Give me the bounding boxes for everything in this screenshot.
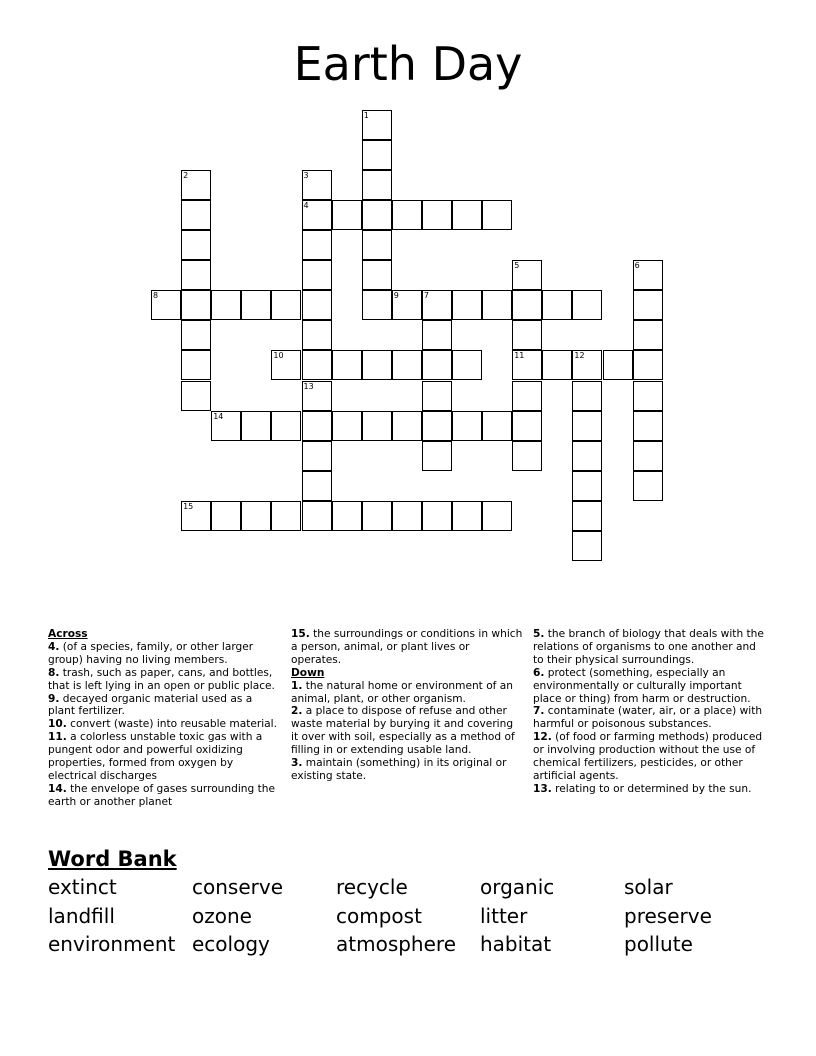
cell-number: 14 — [213, 411, 224, 421]
grid-cell — [302, 471, 332, 501]
grid-cell — [211, 411, 241, 441]
grid-cell — [482, 411, 512, 441]
grid-cell — [572, 441, 602, 471]
grid-cell — [271, 290, 301, 320]
grid-cell — [572, 471, 602, 501]
grid-cell — [181, 290, 211, 320]
grid-cell — [332, 411, 362, 441]
grid-cell — [572, 381, 602, 411]
grid-cell — [362, 411, 392, 441]
grid-cell — [181, 350, 211, 380]
grid-cell — [512, 350, 542, 380]
cell-number: 6 — [634, 261, 640, 271]
grid-cell — [572, 501, 602, 531]
word-bank-item: environment — [48, 932, 176, 956]
grid-cell — [241, 501, 271, 531]
cell-number: 7 — [423, 291, 429, 301]
grid-cell — [452, 290, 482, 320]
grid-cell — [302, 381, 332, 411]
clue-across-11: 11. a colorless unstable toxic gas with a pungent odor and powerful oxidizing properties, formed from oxygen by electrical discharges — [48, 731, 263, 782]
grid-cell — [302, 350, 332, 380]
grid-cell — [181, 170, 211, 200]
across-header: Across — [48, 628, 88, 640]
grid-cell — [422, 200, 452, 230]
grid-cell — [452, 200, 482, 230]
grid-cell — [542, 350, 572, 380]
word-bank-item: habitat — [480, 932, 552, 956]
word-bank-item: solar — [624, 875, 673, 899]
clue-down-3: 3. maintain (something) in its original or existing state. — [291, 757, 507, 782]
clue-column-2 — [291, 628, 523, 783]
grid-cell — [151, 290, 181, 320]
cell-number: 9 — [393, 291, 399, 301]
grid-cell — [271, 350, 301, 380]
grid-cell — [512, 260, 542, 290]
page-title: Earth Day — [293, 37, 523, 91]
cell-number: 12 — [574, 351, 585, 361]
grid-cell — [181, 260, 211, 290]
grid-cell — [512, 320, 542, 350]
grid-cell — [482, 200, 512, 230]
grid-cell — [572, 531, 602, 561]
grid-cell — [572, 411, 602, 441]
grid-cell — [302, 200, 332, 230]
grid-cell — [422, 411, 452, 441]
grid-cell — [572, 290, 602, 320]
cell-number: 3 — [303, 170, 309, 180]
grid-cell — [211, 290, 241, 320]
grid-cell — [422, 501, 452, 531]
clue-down-6: 6. protect (something, especially an environmentally or culturally important place or thing) from harm or destruction. — [533, 666, 751, 705]
grid-cell — [181, 200, 211, 230]
grid-cell — [302, 260, 332, 290]
grid-cell — [633, 381, 663, 411]
grid-cell — [241, 290, 271, 320]
grid-cell — [362, 170, 392, 200]
grid-cell — [332, 350, 362, 380]
clue-down-13: 13. relating to or determined by the sun. — [533, 782, 752, 795]
grid-cell — [181, 320, 211, 350]
grid-cell — [482, 290, 512, 320]
grid-cell — [603, 350, 633, 380]
clue-across-14: 14. the envelope of gases surrounding the earth or another planet — [48, 782, 275, 808]
cell-number: 1 — [363, 110, 369, 120]
grid-cell — [482, 501, 512, 531]
grid-cell — [302, 501, 332, 531]
word-bank-item: recycle — [336, 875, 408, 899]
cell-number: 13 — [303, 381, 314, 391]
cell-number: 10 — [273, 351, 284, 361]
word-bank-item: extinct — [48, 875, 117, 899]
grid-cell — [392, 350, 422, 380]
grid-cell — [633, 320, 663, 350]
grid-cell — [362, 260, 392, 290]
grid-cell — [362, 290, 392, 320]
grid-cell — [181, 230, 211, 260]
cell-number: 8 — [153, 291, 159, 301]
clue-across-8: 8. trash, such as paper, cans, and bottles, that is left lying in an open or public place. — [48, 666, 275, 692]
grid-cell — [572, 350, 602, 380]
grid-cell — [633, 471, 663, 501]
grid-cell — [512, 381, 542, 411]
grid-cell — [512, 290, 542, 320]
grid-cell — [633, 290, 663, 320]
grid-cell — [302, 290, 332, 320]
word-bank-item: compost — [336, 904, 422, 928]
grid-cell — [392, 501, 422, 531]
grid-cell — [633, 411, 663, 441]
word-bank-item: litter — [480, 904, 528, 928]
clue-down-2: 2. a place to dispose of refuse and other waste material by burying it and covering it over with soil, especially as a method of filling in or extending usable land. — [291, 705, 515, 757]
cell-number: 11 — [514, 351, 525, 361]
cell-number: 4 — [303, 200, 309, 210]
clue-across-10: 10. convert (waste) into reusable material. — [48, 718, 277, 731]
clue-down-12: 12. (of food or farming methods) produced or involving production without the use of chemical fertilizers, pesticides, or other artificial agents. — [533, 731, 763, 782]
grid-cell — [241, 411, 271, 441]
clue-across-15: 15. the surroundings or conditions in which a person, animal, or plant lives or operates. — [291, 628, 523, 666]
grid-cell — [211, 501, 241, 531]
cell-number: 5 — [514, 261, 520, 271]
word-bank-item: atmosphere — [336, 932, 456, 956]
grid-cell — [302, 320, 332, 350]
word-bank-item: pollute — [624, 932, 693, 956]
grid-cell — [271, 411, 301, 441]
grid-cell — [392, 290, 422, 320]
grid-cell — [392, 200, 422, 230]
word-bank-title: Word Bank — [48, 847, 177, 871]
cell-number: 2 — [183, 170, 189, 180]
down-header: Down — [291, 666, 325, 679]
grid-cell — [422, 290, 452, 320]
grid-cell — [512, 441, 542, 471]
grid-cell — [181, 381, 211, 411]
grid-cell — [362, 200, 392, 230]
grid-cell — [362, 230, 392, 260]
clue-column-3 — [533, 628, 765, 796]
grid-cell — [512, 411, 542, 441]
grid-cell — [422, 381, 452, 411]
word-bank-item: ozone — [192, 904, 252, 928]
clue-down-1: 1. the natural home or environment of an animal, plant, or other organism. — [291, 679, 513, 705]
grid-cell — [332, 200, 362, 230]
grid-cell — [362, 350, 392, 380]
clue-across-4: 4. (of a species, family, or other larger group) having no living members. — [48, 640, 254, 666]
grid-cell — [452, 411, 482, 441]
clue-down-7: 7. contaminate (water, air, or a place) with harmful or poisonous substances. — [533, 705, 763, 731]
grid-cell — [362, 140, 392, 170]
word-bank-item: organic — [480, 875, 555, 899]
grid-cell — [302, 411, 332, 441]
word-bank-item: ecology — [192, 932, 270, 956]
grid-cell — [362, 501, 392, 531]
word-bank-item: preserve — [624, 904, 712, 928]
grid-cell — [452, 501, 482, 531]
clue-across-9: 9. decayed organic material used as a plant fertilizer. — [48, 692, 253, 718]
grid-cell — [422, 320, 452, 350]
grid-cell — [302, 230, 332, 260]
grid-cell — [633, 350, 663, 380]
grid-cell — [271, 501, 301, 531]
grid-cell — [392, 411, 422, 441]
grid-cell — [181, 501, 211, 531]
grid-cell — [452, 350, 482, 380]
cell-number: 15 — [183, 501, 194, 511]
grid-cell — [302, 170, 332, 200]
grid-cell — [302, 441, 332, 471]
grid-cell — [362, 110, 392, 140]
grid-cell — [633, 260, 663, 290]
grid-cell — [422, 441, 452, 471]
grid-cell — [633, 441, 663, 471]
grid-cell — [422, 350, 452, 380]
clue-down-5: 5. the branch of biology that deals with the relations of organisms to one another and to their physical surroundings. — [533, 628, 764, 666]
grid-cell — [332, 501, 362, 531]
word-bank-item: conserve — [192, 875, 283, 899]
word-bank-item: landfill — [48, 904, 115, 928]
clue-column-1 — [48, 628, 280, 809]
grid-cell — [542, 290, 572, 320]
